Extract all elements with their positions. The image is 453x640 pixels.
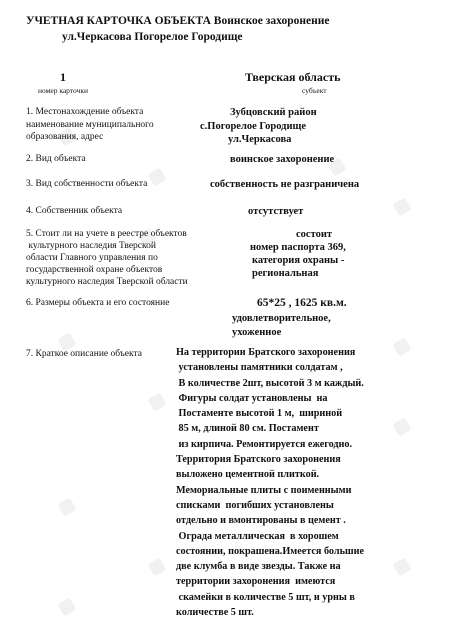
watermark-mark <box>392 337 411 356</box>
field-4-value: отсутствует <box>248 206 304 217</box>
document-subtitle: ул.Черкасова Погорелое Городище <box>62 31 243 43</box>
field-1-value-street: ул.Черкасова <box>228 134 292 145</box>
field-3-value: собственность не разграничена <box>210 179 360 190</box>
watermark-mark <box>392 197 411 216</box>
watermark-mark <box>147 392 166 411</box>
field-7-label: 7. Краткое описание объекта <box>26 349 142 359</box>
field-5-category: категория охраны - <box>252 255 345 266</box>
watermark-mark <box>57 497 76 516</box>
field-5-status: состоит <box>296 229 333 240</box>
field-1-value-settlement: с.Погорелое Городище <box>200 121 307 132</box>
field-2-label: 2. Вид объекта <box>26 154 86 164</box>
card-number-caption: номер карточки <box>38 86 88 95</box>
card-number: 1 <box>60 70 66 84</box>
region: Тверская область <box>245 70 341 84</box>
watermark-mark <box>392 557 411 576</box>
watermark-mark <box>392 417 411 436</box>
field-7-description: На территории Братского захоронения установлены памятники солдатам , В количестве 2шт, высотой 3 м каждый. Фигуры солдат установлены на Постаменте высотой 1 м, шириной 85 м, длиной 80 см. Постамент из кирпича. Ремонтируется ежегодно. Территория Братского захоронения выложено цементной плиткой. Мемориальные плиты с поименными списками погибших установлены отдельно и вмонтированы в цемент . Ограда металлическая в хорошем состоянии, покрашена.Имеется большие две клумба в виде звезды. Также на территории захоронения имеются скамейки в количестве 5 шт, и урны в количестве 5 шт. <box>176 347 364 619</box>
region-caption: субъект <box>302 86 327 95</box>
field-5-category-value: региональная <box>252 268 319 279</box>
field-6-label: 6. Размеры объекта и его состояние <box>26 298 170 308</box>
field-5-label: 5. Стоит ли на учете в реестре объектов культурного наследия Тверской области Главного управления по государственной охране объектов культурного наследия Тверской области <box>26 229 188 287</box>
watermark-mark <box>147 557 166 576</box>
field-5-passport: номер паспорта 369, <box>250 242 346 253</box>
document-title: УЧЕТНАЯ КАРТОЧКА ОБЪЕКТА Воинское захоронение <box>26 15 330 27</box>
field-2-value: воинское захоронение <box>230 154 335 165</box>
field-1-value-district: Зубцовский район <box>230 107 317 118</box>
field-4-label: 4. Собственник объекта <box>26 206 123 216</box>
field-6-condition-2: ухоженное <box>232 327 282 338</box>
field-3-label: 3. Вид собственности объекта <box>26 179 148 189</box>
watermark-mark <box>147 167 166 186</box>
watermark-mark <box>57 597 76 616</box>
field-6-size: 65*25 , 1625 кв.м. <box>257 297 347 309</box>
field-1-label: 1. Местонахождение объекта наименование муниципального образования, адрес <box>26 107 154 142</box>
field-6-condition: удовлетворительное, <box>232 313 331 324</box>
